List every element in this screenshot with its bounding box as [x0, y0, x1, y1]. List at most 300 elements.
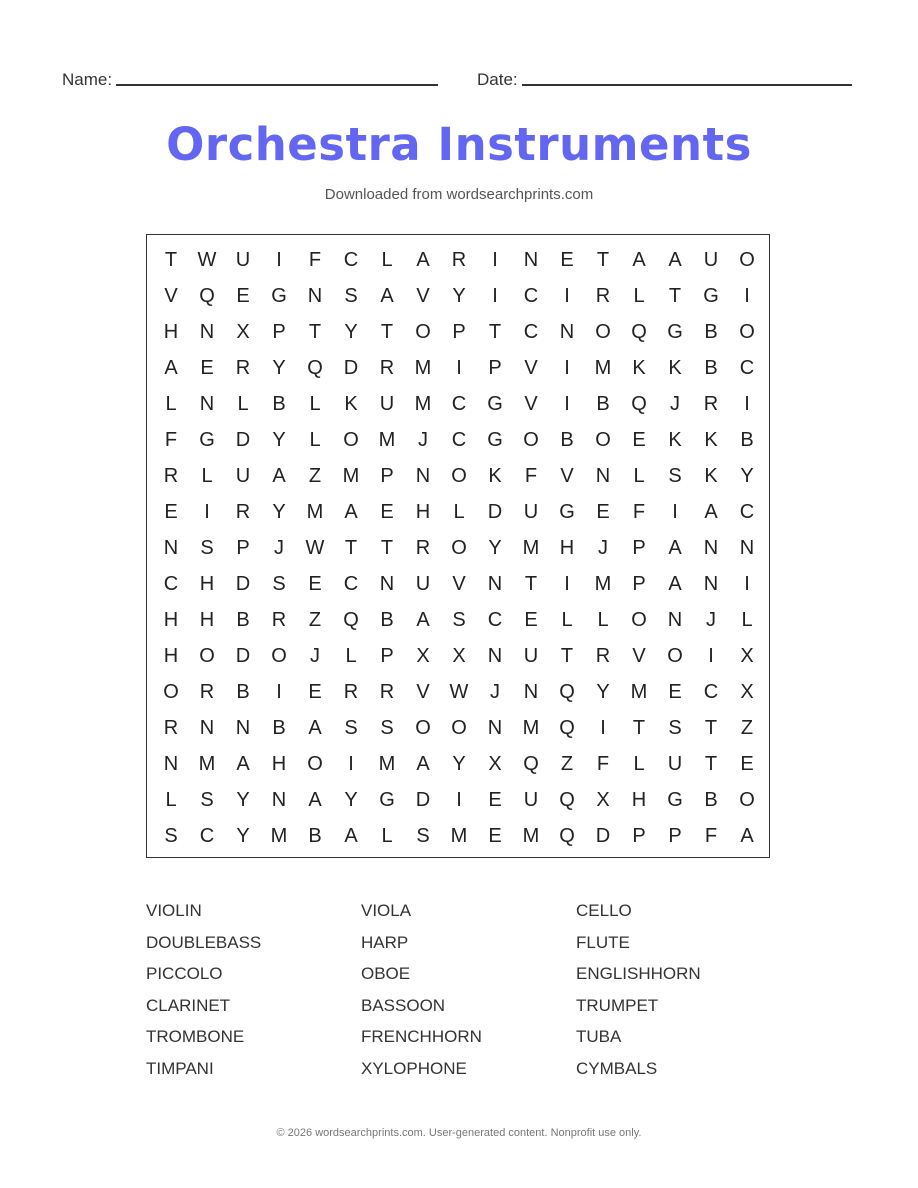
grid-cell: A [668, 536, 682, 559]
grid-cell: B [704, 356, 718, 379]
grid-cell: C [703, 680, 719, 703]
grid-cell: Q [631, 392, 647, 415]
grid-cell: L [561, 608, 573, 631]
page-title: Orchestra Instruments [166, 118, 752, 171]
grid-cell: S [344, 716, 358, 739]
grid-cell: W [305, 536, 325, 559]
grid-cell: I [276, 680, 282, 703]
grid-cell: V [452, 572, 466, 595]
word-item: VIOLIN [146, 901, 202, 920]
grid-cell: M [522, 716, 540, 739]
grid-cell: C [487, 608, 503, 631]
grid-cell: N [523, 248, 539, 271]
word-item: FLUTE [576, 932, 630, 952]
grid-cell: I [708, 644, 714, 667]
grid-cell: Q [559, 788, 575, 811]
grid-cell: N [523, 680, 539, 703]
grid-cell: Y [272, 356, 286, 379]
grid-cell: N [235, 716, 251, 739]
grid-cell: K [344, 392, 358, 415]
grid-cell: C [523, 320, 539, 343]
grid-cell: B [740, 428, 754, 451]
grid-cell: W [197, 248, 217, 271]
grid-cell: Y [452, 752, 466, 775]
grid-cell: M [630, 680, 648, 703]
grid-cell: K [632, 356, 646, 379]
grid-cell: D [415, 788, 431, 811]
grid-cell: M [198, 752, 216, 775]
grid-cell: G [271, 284, 287, 307]
grid-cell: N [667, 608, 683, 631]
grid-cell: J [274, 536, 284, 559]
grid-cell: T [560, 644, 574, 667]
grid-cell: D [235, 572, 251, 595]
grid-cell: L [741, 608, 753, 631]
grid-cell: K [668, 428, 682, 451]
grid-cell: J [310, 644, 320, 667]
grid-cell: M [378, 428, 396, 451]
grid-cell: A [668, 248, 682, 271]
grid-cell: I [276, 248, 282, 271]
grid-cell: F [632, 500, 646, 523]
grid-cell: L [201, 464, 213, 487]
grid-cell: Y [488, 536, 502, 559]
date-line[interactable] [522, 84, 852, 86]
grid-cell: S [272, 572, 286, 595]
grid-cell: Q [343, 608, 359, 631]
grid-cell: V [416, 680, 430, 703]
grid-cell: C [739, 356, 755, 379]
grid-cell: H [271, 752, 287, 775]
grid-cell: Q [559, 716, 575, 739]
grid-cell: U [235, 464, 251, 487]
grid-cell: N [559, 320, 575, 343]
grid-cell: B [272, 716, 286, 739]
grid-cell: C [199, 824, 215, 847]
grid-cell: G [559, 500, 575, 523]
grid-cell: M [378, 752, 396, 775]
footer-text: © 2026 wordsearchprints.com. User-generated content. Nonprofit use only. [276, 1127, 642, 1139]
grid-cell: V [524, 392, 538, 415]
grid-cell: O [415, 716, 431, 739]
grid-cell: C [343, 248, 359, 271]
grid-cell: C [739, 500, 755, 523]
grid-cell: X [416, 644, 430, 667]
grid-cell: A [416, 608, 430, 631]
grid-cell: T [164, 248, 178, 271]
grid-cell: O [739, 788, 755, 811]
grid-cell: I [744, 284, 750, 307]
grid-cell: E [236, 284, 250, 307]
grid-cell: N [163, 752, 179, 775]
grid-cell: U [703, 248, 719, 271]
grid-cell: U [523, 644, 539, 667]
grid-cell: E [596, 500, 610, 523]
grid-cell: Y [344, 788, 358, 811]
grid-cell: O [595, 428, 611, 451]
grid-cell: B [380, 608, 394, 631]
grid-cell: H [559, 536, 575, 559]
grid-cell: P [236, 536, 250, 559]
grid-cell: Z [308, 464, 322, 487]
grid-cell: G [487, 428, 503, 451]
grid-cell: D [487, 500, 503, 523]
grid-cell: A [704, 500, 718, 523]
grid-cell: N [307, 284, 323, 307]
grid-cell: T [704, 716, 718, 739]
grid-cell: O [739, 320, 755, 343]
grid-cell: L [633, 284, 645, 307]
grid-cell: S [668, 464, 682, 487]
grid-cell: P [632, 572, 646, 595]
grid-cell: B [704, 788, 718, 811]
word-item: XYLOPHONE [361, 1058, 467, 1078]
grid-cell: B [596, 392, 610, 415]
grid-cell: H [199, 572, 215, 595]
grid-cell: X [596, 788, 610, 811]
grid-cell: T [704, 752, 718, 775]
grid-cell: O [163, 680, 179, 703]
grid-cell: P [632, 824, 646, 847]
grid-cell: N [487, 716, 503, 739]
grid-cell: B [272, 392, 286, 415]
grid-cell: I [600, 716, 606, 739]
grid-cell: O [667, 644, 683, 667]
grid-cell: X [740, 680, 754, 703]
grid-cell: Q [559, 824, 575, 847]
grid-cell: N [703, 572, 719, 595]
grid-cell: B [308, 824, 322, 847]
grid-cell: L [165, 392, 177, 415]
grid-cell: N [487, 572, 503, 595]
grid-cell: N [199, 392, 215, 415]
grid-cell: N [199, 320, 215, 343]
grid-cell: Z [308, 608, 322, 631]
grid-cell: J [418, 428, 428, 451]
grid-cell: Q [523, 752, 539, 775]
grid-cell: R [343, 680, 359, 703]
grid-cell: Q [559, 680, 575, 703]
grid-cell: Z [560, 752, 574, 775]
grid-cell: T [668, 284, 682, 307]
word-item: CLARINET [146, 995, 231, 1015]
grid-cell: C [523, 284, 539, 307]
grid-cell: R [415, 536, 431, 559]
grid-cell: Q [307, 356, 323, 379]
grid-cell: U [523, 500, 539, 523]
word-item: CYMBALS [576, 1058, 658, 1078]
grid-cell: X [740, 644, 754, 667]
grid-cell: R [235, 356, 251, 379]
grid-cell: I [456, 356, 462, 379]
grid-cell: G [487, 392, 503, 415]
grid-cell: N [739, 536, 755, 559]
grid-cell: H [199, 608, 215, 631]
grid-cell: R [235, 500, 251, 523]
grid-cell: Q [199, 284, 215, 307]
grid-cell: N [163, 536, 179, 559]
grid-cell: V [632, 644, 646, 667]
grid-cell: I [456, 788, 462, 811]
grid-cell: I [348, 752, 354, 775]
grid-cell: P [272, 320, 286, 343]
word-item: DOUBLEBASS [146, 932, 262, 952]
grid-cell: R [163, 464, 179, 487]
grid-cell: A [272, 464, 286, 487]
grid-cell: U [415, 572, 431, 595]
grid-cell: D [235, 644, 251, 667]
grid-cell: Y [452, 284, 466, 307]
letter-grid [153, 242, 765, 854]
grid-cell: L [165, 788, 177, 811]
grid-cell: A [668, 572, 682, 595]
grid-cell: P [452, 320, 466, 343]
word-item: ENGLISHHORN [576, 964, 701, 983]
grid-cell: O [631, 608, 647, 631]
grid-cell: I [564, 392, 570, 415]
grid-cell: M [270, 824, 288, 847]
grid-cell: V [560, 464, 574, 487]
grid-cell: F [308, 248, 322, 271]
grid-cell: M [342, 464, 360, 487]
grid-cell: B [704, 320, 718, 343]
grid-cell: A [740, 824, 754, 847]
grid-cell: O [451, 464, 467, 487]
grid-cell: L [633, 464, 645, 487]
grid-cell: O [523, 428, 539, 451]
grid-cell: T [524, 572, 538, 595]
grid-cell: J [706, 608, 716, 631]
grid-cell: N [415, 464, 431, 487]
grid-cell: H [163, 608, 179, 631]
grid-cell: H [163, 644, 179, 667]
grid-cell: D [343, 356, 359, 379]
grid-cell: A [164, 356, 178, 379]
grid-cell: V [164, 284, 178, 307]
grid-cell: P [632, 536, 646, 559]
grid-cell: T [344, 536, 358, 559]
grid-cell: S [200, 536, 214, 559]
grid-cell: S [416, 824, 430, 847]
grid-cell: Y [740, 464, 754, 487]
word-item: TRUMPET [576, 995, 659, 1015]
grid-cell: A [416, 248, 430, 271]
word-item: BASSOON [361, 995, 446, 1015]
date-field[interactable] [477, 66, 855, 92]
grid-cell: J [490, 680, 500, 703]
grid-cell: F [596, 752, 610, 775]
grid-cell: R [379, 356, 395, 379]
grid-cell: E [488, 788, 502, 811]
grid-cell: O [739, 248, 755, 271]
grid-cell: R [163, 716, 179, 739]
grid-cell: J [598, 536, 608, 559]
grid-cell: A [344, 500, 358, 523]
grid-cell: E [164, 500, 178, 523]
word-item: VIOLA [361, 901, 412, 920]
grid-cell: R [703, 392, 719, 415]
grid-cell: V [416, 284, 430, 307]
grid-cell: D [595, 824, 611, 847]
grid-cell: I [492, 248, 498, 271]
grid-cell: O [595, 320, 611, 343]
grid-cell: N [487, 644, 503, 667]
grid-cell: F [704, 824, 718, 847]
grid-cell: T [596, 248, 610, 271]
name-line[interactable] [116, 84, 438, 86]
grid-cell: M [522, 824, 540, 847]
grid-cell: S [668, 716, 682, 739]
grid-cell: D [235, 428, 251, 451]
grid-cell: F [164, 428, 178, 451]
grid-cell: E [632, 428, 646, 451]
grid-cell: B [236, 680, 250, 703]
grid-cell: O [271, 644, 287, 667]
grid-cell: E [200, 356, 214, 379]
grid-cell: M [594, 572, 612, 595]
grid-cell: W [449, 680, 469, 703]
grid-cell: I [672, 500, 678, 523]
grid-cell: A [236, 752, 250, 775]
page-subtitle: Downloaded from wordsearchprints.com [324, 186, 594, 203]
word-item: TROMBONE [146, 1027, 245, 1046]
grid-cell: L [309, 392, 321, 415]
grid-cell: R [451, 248, 467, 271]
grid-cell: C [163, 572, 179, 595]
grid-cell: B [236, 608, 250, 631]
grid-cell: F [524, 464, 538, 487]
grid-cell: U [379, 392, 395, 415]
word-item: HARP [361, 932, 409, 952]
grid-cell: L [237, 392, 249, 415]
grid-cell: X [236, 320, 250, 343]
grid-cell: L [633, 752, 645, 775]
date-label: Date: [477, 70, 518, 89]
grid-cell: T [632, 716, 646, 739]
grid-cell: Z [740, 716, 754, 739]
grid-cell: U [235, 248, 251, 271]
grid-cell: M [306, 500, 324, 523]
grid-cell: A [380, 284, 394, 307]
grid-cell: S [380, 716, 394, 739]
grid-cell: G [667, 788, 683, 811]
grid-cell: H [163, 320, 179, 343]
grid-cell: Y [344, 320, 358, 343]
grid-cell: M [450, 824, 468, 847]
grid-cell: C [451, 392, 467, 415]
grid-cell: O [307, 752, 323, 775]
grid-cell: E [524, 608, 538, 631]
grid-cell: B [560, 428, 574, 451]
grid-cell: A [308, 716, 322, 739]
grid-cell: I [564, 284, 570, 307]
grid-cell: G [379, 788, 395, 811]
grid-cell: L [381, 248, 393, 271]
grid-cell: U [523, 788, 539, 811]
grid-cell: M [594, 356, 612, 379]
grid-cell: A [308, 788, 322, 811]
grid-cell: M [414, 392, 432, 415]
grid-cell: S [344, 284, 358, 307]
grid-cell: L [309, 428, 321, 451]
grid-cell: I [744, 392, 750, 415]
grid-cell: Y [272, 500, 286, 523]
grid-cell: L [597, 608, 609, 631]
grid-cell: Y [236, 788, 250, 811]
grid-cell: T [380, 320, 394, 343]
word-item: TIMPANI [146, 1058, 214, 1078]
word-item: FRENCHHORN [361, 1027, 482, 1046]
grid-cell: N [595, 464, 611, 487]
grid-cell: K [668, 356, 682, 379]
grid-cell: I [204, 500, 210, 523]
grid-cell: I [744, 572, 750, 595]
grid-cell: P [380, 464, 394, 487]
grid-cell: M [414, 356, 432, 379]
grid-cell: N [703, 536, 719, 559]
grid-cell: H [415, 500, 431, 523]
grid-cell: U [667, 752, 683, 775]
grid-cell: C [451, 428, 467, 451]
grid-cell: L [453, 500, 465, 523]
grid-cell: E [380, 500, 394, 523]
grid-cell: Q [631, 320, 647, 343]
grid-cell: H [631, 788, 647, 811]
grid-cell: Y [272, 428, 286, 451]
grid-cell: T [488, 320, 502, 343]
grid-cell: T [380, 536, 394, 559]
grid-cell: E [308, 572, 322, 595]
grid-cell: N [271, 788, 287, 811]
name-label: Name: [62, 70, 113, 89]
grid-cell: I [564, 356, 570, 379]
grid-cell: R [271, 608, 287, 631]
grid-cell: X [488, 752, 502, 775]
grid-cell: G [667, 320, 683, 343]
grid-cell: G [703, 284, 719, 307]
grid-cell: K [704, 428, 718, 451]
grid-cell: O [451, 716, 467, 739]
grid-cell: E [668, 680, 682, 703]
grid-cell: A [632, 248, 646, 271]
grid-cell: P [380, 644, 394, 667]
grid-cell: E [488, 824, 502, 847]
grid-cell: O [415, 320, 431, 343]
grid-cell: N [379, 572, 395, 595]
grid-cell: O [343, 428, 359, 451]
grid-cell: K [704, 464, 718, 487]
word-list [146, 895, 791, 1084]
word-item: TUBA [576, 1027, 622, 1046]
grid-cell: Y [596, 680, 610, 703]
grid-cell: M [522, 536, 540, 559]
grid-cell: S [200, 788, 214, 811]
name-field[interactable] [62, 66, 442, 92]
grid-cell: C [343, 572, 359, 595]
grid-cell: R [595, 644, 611, 667]
word-item: CELLO [576, 901, 632, 920]
grid-cell: E [740, 752, 754, 775]
grid-cell: G [199, 428, 215, 451]
word-item: PICCOLO [146, 964, 223, 983]
grid-cell: R [379, 680, 395, 703]
grid-cell: L [381, 824, 393, 847]
grid-cell: J [670, 392, 680, 415]
grid-cell: E [308, 680, 322, 703]
grid-cell: P [488, 356, 502, 379]
grid-cell: P [668, 824, 682, 847]
grid-cell: I [564, 572, 570, 595]
